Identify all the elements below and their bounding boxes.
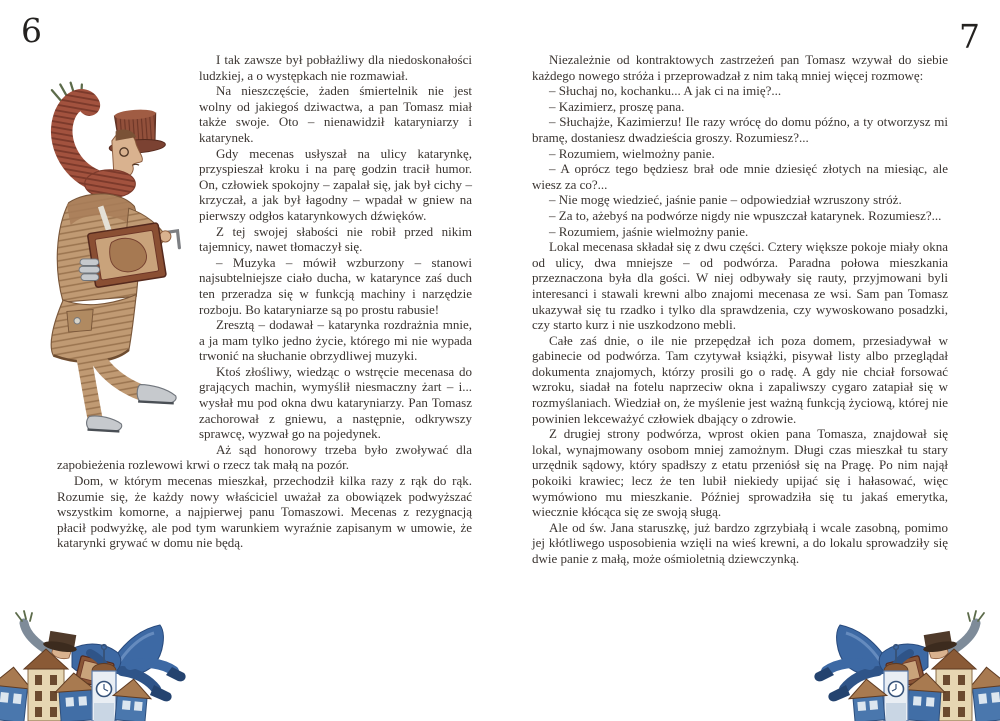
- organ-grinder-icon: [35, 74, 185, 456]
- paragraph: – Słuchajże, Kazimierzu! Ile razy wrócę do domu późno, a ty otworzysz mi bramę, dostaniesz dwadzieścia groszy. Rozumiesz?...: [532, 114, 948, 145]
- paragraph: Z tej swojej słabości nie robił przed nikim tajemnicy, nawet tłomaczył się.: [199, 223, 472, 255]
- paragraph: Dom, w którym mecenas mieszkał, przechodził kilka razy z rąk do rąk. Rozumie się, że każdy nowy właściciel uważał za obowiązek podwyższać wszystkim komorne, a najpierwej panu Tomaszowi. Mecenas z rezygnacją płacił podwyżkę, ale pod tym warunkiem wyraźnie zapisanym w umowie, że katarynki grywać w domu nie będą.: [57, 473, 472, 551]
- paragraph: Lokal mecenasa składał się z dwu części. Cztery większe pokoje miały okna od ulicy, dwa mniejsze – od podwórza. Paradna połowa mieszkania przeznaczona była dla gości. W niej odbywały się rauty, przyjmowani byli interesanci i stawali krewni albo znajomi mecenasa ze wsi. Sam pan Tomasz ukazywał się tu rzadko i tylko dla sprawdzenia, czy wywoskowano posadzki, czy starto kurz i nie uszkodzono mebli.: [532, 239, 948, 333]
- paragraph: – Słuchaj no, kochanku... A jak ci na imię?...: [549, 83, 782, 99]
- corner-decoration-right: [811, 609, 1000, 721]
- page-number-left: 6: [21, 11, 42, 50]
- left-page-text-block: [57, 52, 472, 551]
- paragraph: Z drugiej strony podwórza, wprost okien pana Tomasza, znajdował się lokal, wynajmowany osobom mniej zamożnym. Długi czas mieszkał tu stary urzędnik sądowy, który spadłszy z etatu przeniósł się na Pragę. Po nim najął pokoiki krawiec; lecz że ten lubił niekiedy upijać się i hałasować, więc wymówiono mu mieszkanie. Później sprowadziła się tu jakaś emerytka, wiecznie kłócąca się ze swoją sługą.: [532, 426, 948, 520]
- paragraph: – A oprócz tego będziesz brał ode mnie dziesięć złotych na miesiąc, ale wiesz za co?...: [532, 161, 948, 192]
- paragraph: Gdy mecenas usłyszał na ulicy katarynkę, przyspieszał kroku i na parę godzin tracił humor. On, człowiek spokojny – zapalał się, jak był cichy – krzyczał, a jak był łagodny – wpadał w gniew na pierwszy odgłos katarynkowych dźwięków.: [199, 145, 472, 223]
- corner-decoration-left: [0, 609, 189, 721]
- page-number-right: 7: [959, 17, 980, 56]
- organ-grinder-illustration: [35, 52, 185, 456]
- paragraph: – Za to, ażebyś na podwórze nigdy nie wpuszczał katarynek. Rozumiesz?...: [549, 207, 942, 223]
- paragraph: – Rozumiem, jaśnie wielmożny panie.: [549, 223, 749, 239]
- paragraph: Zresztą – dodawał – katarynka rozdrażnia mnie, a ja mam tylko jedno życie, którego mi nie wypada trwonić na słuchanie obrzydliwej muzyki.: [199, 317, 472, 364]
- right-page-text-block: [532, 52, 948, 567]
- flying-organ-grinder-mirrored-icon: [811, 609, 1000, 721]
- paragraph: – Rozumiem, wielmożny panie.: [549, 145, 715, 161]
- paragraph: I tak zawsze był pobłażliwy dla niedoskonałości ludzkiej, a o występkach nie rozmawiał.: [199, 52, 472, 83]
- paragraph: – Nie mogę wiedzieć, jaśnie panie – odpowiedział wzruszony stróż.: [549, 192, 902, 208]
- paragraph: Niezależnie od kontraktowych zastrzeżeń pan Tomasz wzywał do siebie każdego nowego stróża i przeprowadzał z nim taką mniej więcej rozmowę:: [532, 52, 948, 83]
- paragraph: Na nieszczęście, żaden śmiertelnik nie jest wolny od jakiegoś dziwactwa, a pan Tomasz miał także swoje. Oto – nienawidził kataryniarzy i katarynek.: [199, 83, 472, 145]
- paragraph: – Kazimierz, proszę pana.: [549, 98, 685, 114]
- paragraph: – Muzyka – mówił wzburzony – stanowi najsubtelniejsze ciało ducha, w katarynce zaś duch ten przeradza się w funkcją machiny i narzędzie rozboju. Bo kataryniarze są po prostu rabusie!: [199, 254, 472, 317]
- paragraph: Całe zaś dnie, o ile nie przepędzał ich poza domem, przesiadywał w gabinecie od podwórza. Tam czytywał książki, pisywał listy albo przeglądał dokumenta znajomych, którzy prosili go o radę. A gdy nie chciał forsować wzroku, siadał na fotelu naprzeciw okna i zapaliwszy cygaro zatapiał się w rozmyślaniach. Wiedział on, że myślenie jest ważną funkcją życiową, której nie powinien lekceważyć człowiek dbający o zdrowie.: [532, 332, 948, 426]
- paragraph: Aż sąd honorowy trzeba było zwoływać dla zapobieżenia rozlewowi krwi o rzecz tak małą na pozór.: [57, 441, 472, 473]
- flying-organ-grinder-icon: [0, 609, 189, 721]
- paragraph: Ale od św. Jana staruszkę, już bardzo zgrzybiałą i wcale zasobną, pomimo jej kłótliwego usposobienia wzięli na wieś krewni, a do lokalu sprowadziły się dwie panie z małą, może ośmioletnią dziewczynką.: [532, 519, 948, 566]
- paragraph: Ktoś złośliwy, wiedząc o wstręcie mecenasa do grających machin, wymyślił niesmaczny żart – i... wysłał mu pod okna dwu kataryniarzy. Pan Tomasz zachorował z gniewu, a następnie, odkrywszy sprawcę, wyzwał go na pojedynek.: [199, 363, 472, 442]
